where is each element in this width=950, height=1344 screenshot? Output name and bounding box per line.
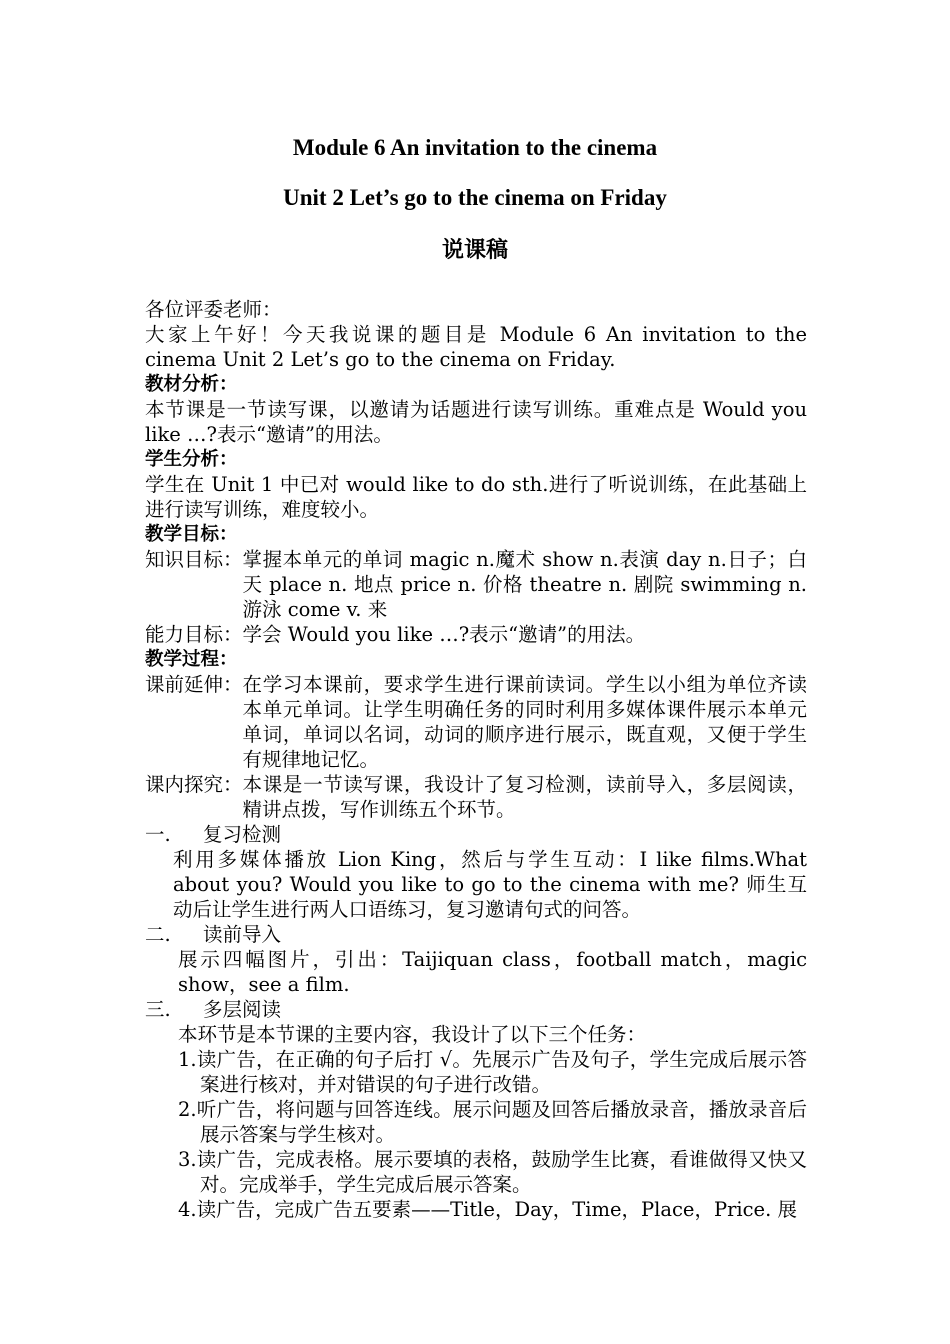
knowledge-goal-label: 知识目标： [145, 548, 243, 571]
unit-title: Unit 2 Let’s go to the cinema on Friday [283, 185, 667, 210]
task-item: 1.读广告，在正确的句子后打 √。先展示广告及句子，学生完成后展示答案进行核对，并对错误的句子进行改错。 [178, 1048, 807, 1096]
step-1-heading [145, 822, 807, 847]
students-text: 学生在 Unit 1 中已对 would like to do sth.进行了听说训练，在此基础上进行读写训练，难度较小。 [145, 473, 807, 521]
document-type-title: 说课稿 [441, 238, 508, 263]
material-text: 本节课是一节读写课，以邀请为话题进行读写训练。重难点是 Would you like …?表示“邀请”的用法。 [145, 398, 807, 446]
greeting: 各位评委老师： [145, 298, 282, 321]
task-item: 3.读广告，完成表格。展示要填的表格，鼓励学生比赛，看谁做得又快又对。完成举手，学生完成后展示答案。 [178, 1148, 807, 1196]
in-class-text: 本课是一节读写课，我设计了复习检测，读前导入，多层阅读，精讲点拨，写作训练五个环节。 [242, 773, 807, 821]
pre-class-text: 在学习本课前，要求学生进行课前读词。学生以小组为单位齐读本单元单词。让学生明确任务的同时利用多媒体课件展示本单元单词，单词以名词，动词的顺序进行展示，既直观，又便于学生有规律地记忆。 [242, 673, 807, 771]
step-1-text: 利用多媒体播放 Lion King，然后与学生互动：I like films.What about you? Would you like to go to the cinema with me? 师生互动后让学生进行两人口语练习，复习邀请句式的问答。 [173, 848, 807, 921]
goals-heading: 教学目标： [145, 524, 238, 545]
document-body [145, 297, 807, 1222]
step-number: 二. [145, 923, 171, 946]
step-2-text: 展示四幅图片，引出：Taijiquan class，football match，magic show，see a film. [178, 948, 807, 996]
step-2-heading [145, 922, 807, 947]
step-number: 一. [145, 823, 171, 846]
step-title: 多层阅读 [203, 998, 282, 1021]
intro-paragraph: 大家上午好！今天我说课的题目是 Module 6 An invitation to the cinema Unit 2 Let’s go to the cinema on Friday. [145, 323, 807, 371]
step-3-text: 本环节是本节课的主要内容，我设计了以下三个任务： [178, 1023, 647, 1046]
step-title: 复习检测 [203, 823, 282, 846]
in-class-section [145, 772, 807, 822]
knowledge-goal [145, 547, 807, 622]
module-title: Module 6 An invitation to the cinema [292, 135, 658, 160]
in-class-label: 课内探究： [145, 773, 243, 796]
knowledge-goal-text: 掌握本单元的单词 magic n.魔术 show n.表演 day n.日子；白天 place n. 地点 price n. 价格 theatre n. 剧院 swimming n. 游泳 come v. 来 [242, 548, 807, 621]
task-item: 4.读广告，完成广告五要素——Title，Day，Time，Place，Price. 展 [178, 1198, 797, 1221]
pre-class-section [145, 672, 807, 772]
students-heading: 学生分析： [145, 449, 238, 470]
pre-class-label: 课前延伸： [145, 673, 243, 696]
ability-goal-label: 能力目标： [145, 623, 243, 646]
ability-goal [145, 622, 807, 647]
step-number: 三. [145, 998, 171, 1021]
process-heading: 教学过程： [145, 649, 238, 670]
material-heading: 教材分析： [145, 374, 238, 395]
step-title: 读前导入 [203, 923, 282, 946]
step-3-heading [145, 997, 807, 1022]
ability-goal-text: 学会 Would you like …?表示“邀请”的用法。 [242, 623, 646, 646]
task-item: 2.听广告，将问题与回答连线。展示问题及回答后播放录音，播放录音后展示答案与学生核对。 [178, 1098, 807, 1146]
